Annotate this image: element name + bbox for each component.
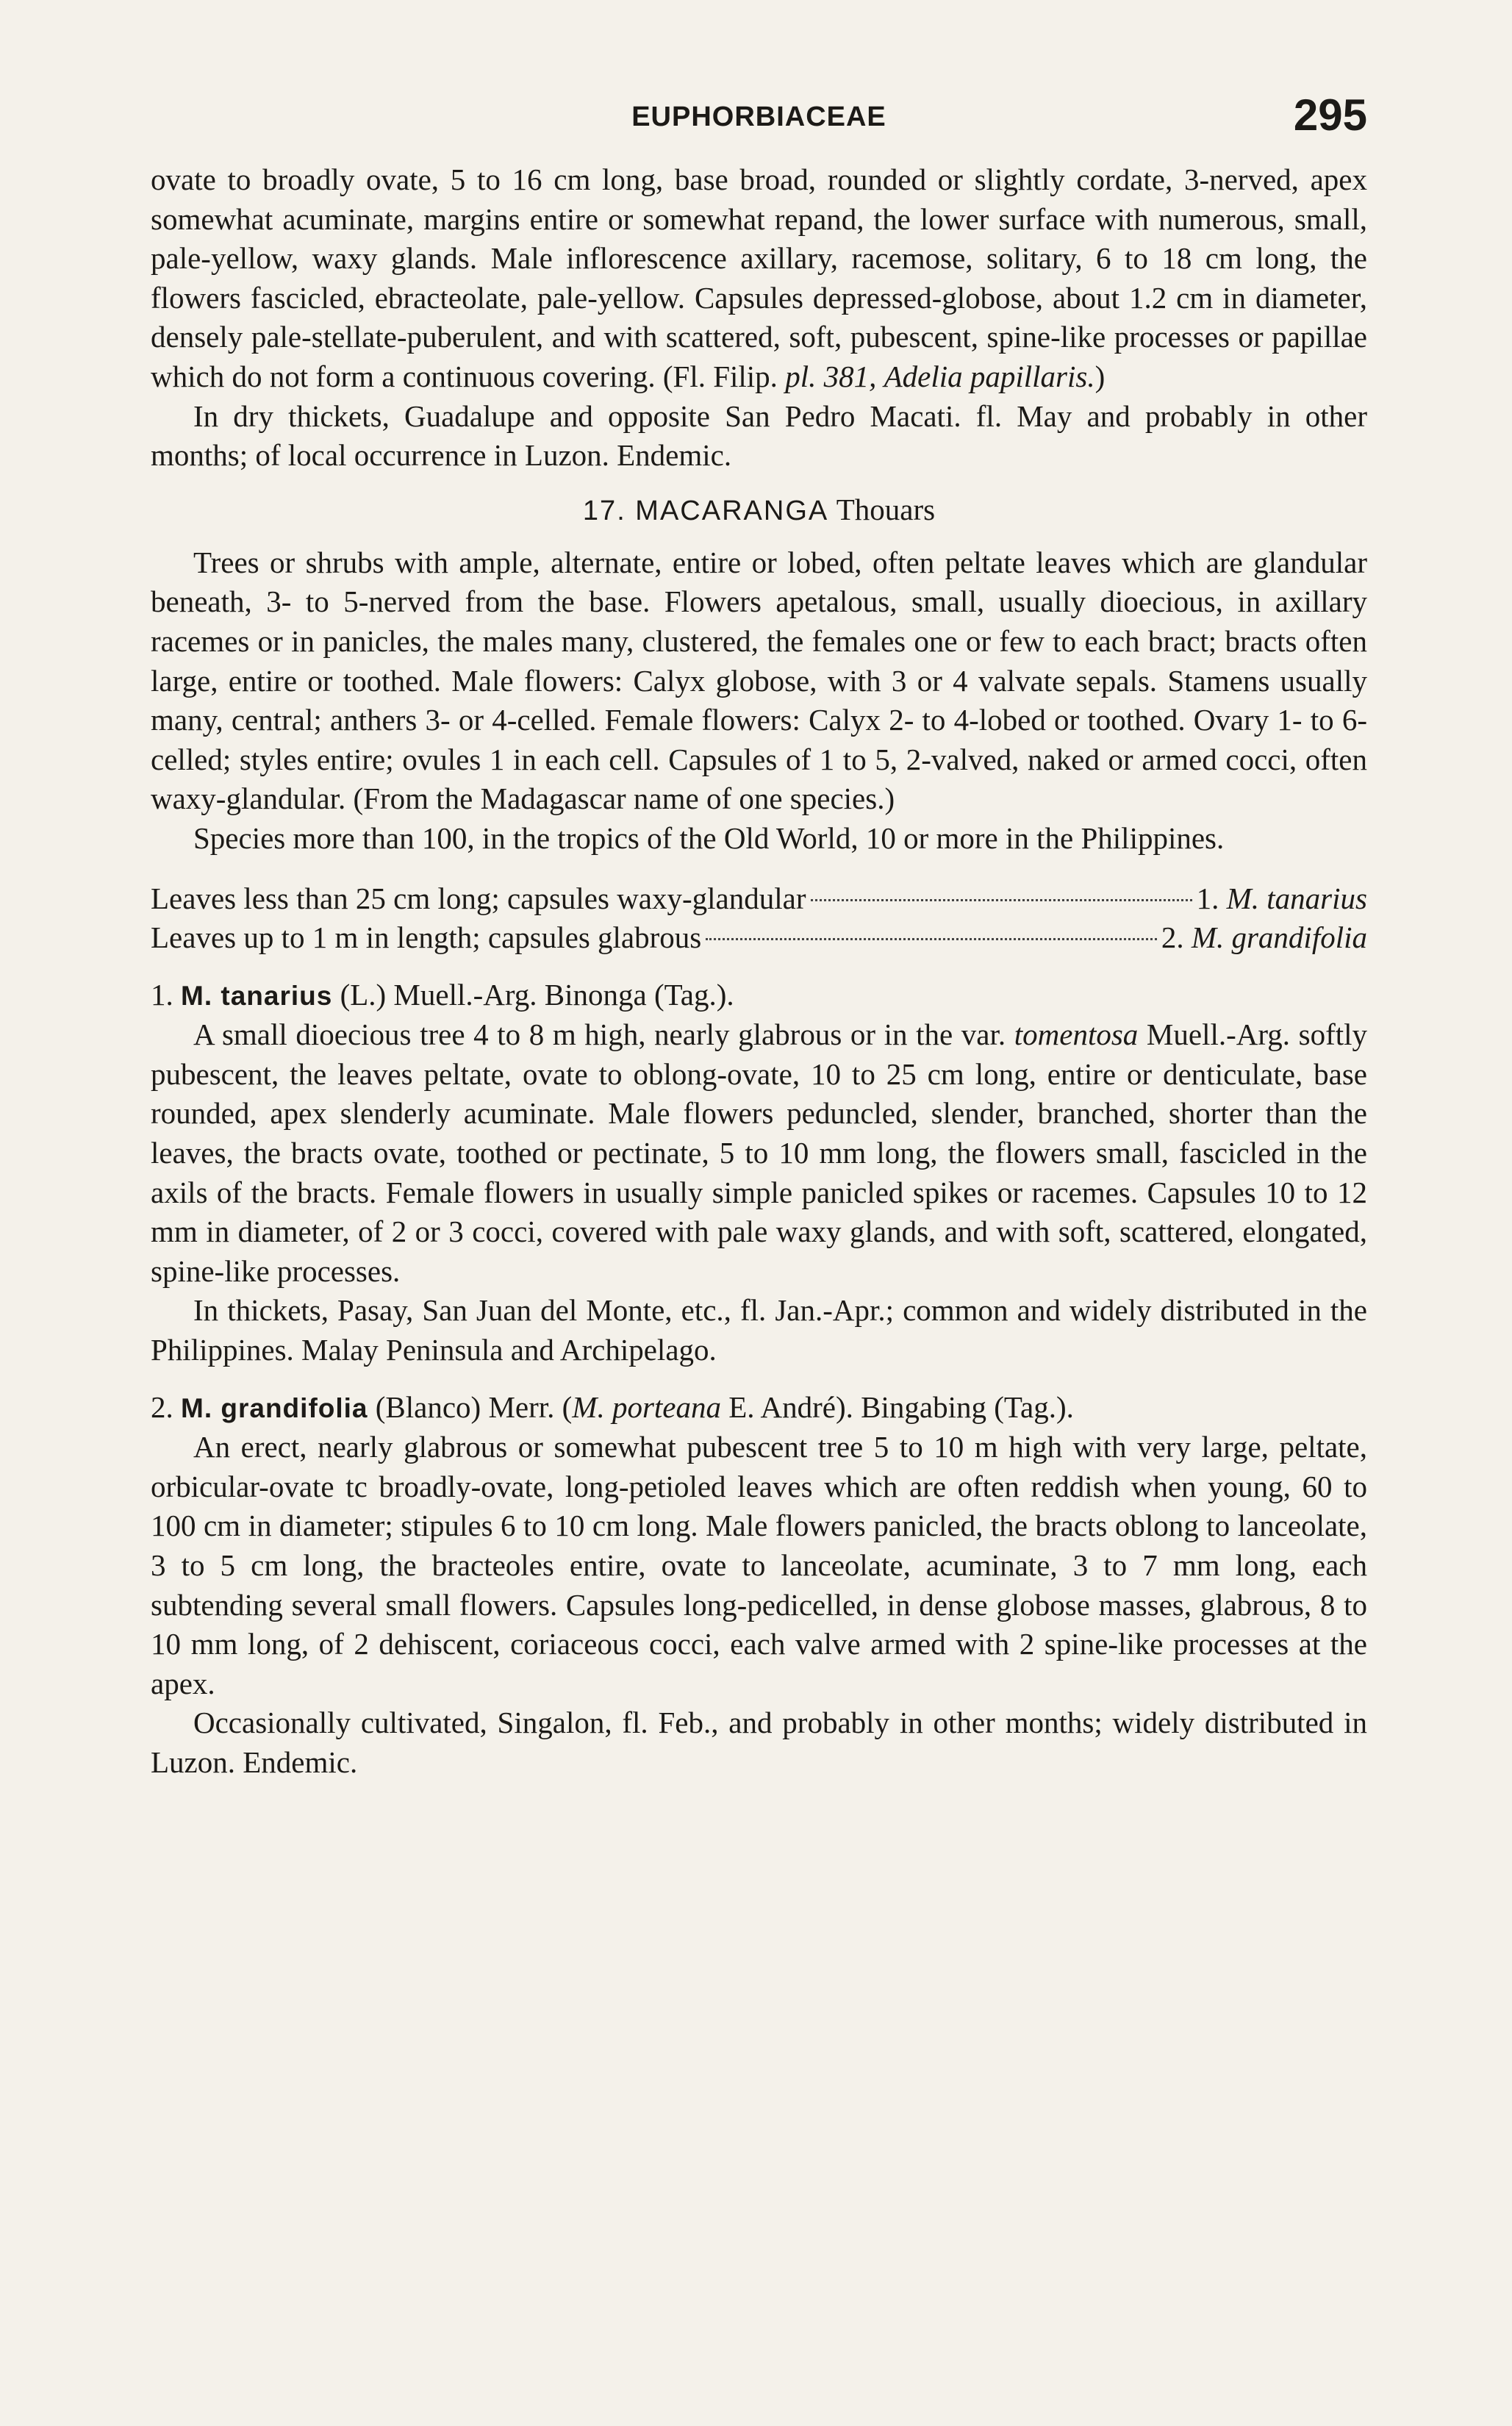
paragraph-species-count: Species more than 100, in the tropics of the Old World, 10 or more in the Philippines. [193,820,1225,855]
paragraph-species-1-description: A small dioecious tree 4 to 8 m high, nearly glabrous or in the var. tomentosa Muell.-Arg. softly pubescent, the leaves peltate, ovate to oblong-ovate, 10 to 25 cm long, entire or denticulate, base rounded, apex slenderly acuminate. Male flowers peduncled, slender, branched, shorter than the leaves, the bracts ovate, toothed or pectinate, 5 to 10 mm long, the flowers small, fascicled in the axils of the bracts. Female flowers in usually simple panicled spikes or racemes. Capsules 10 to 12 mm in diameter, of 2 or 3 cocci, covered with pale waxy glands, and with soft, scattered, elongated, spine-like processes. [151,1017,1368,1288]
book-page [151,87,1367,1783]
paragraph-genus-description: Trees or shrubs with ample, alternate, entire or lobed, often peltate leaves which are glandular beneath, 3- to 5-nerved from the base. Flowers apetalous, small, usually dioecious, in axillary racemes or in panicles, the males many, clustered, the females one or few to each bract; bracts often large, entire or toothed. Male flowers: Calyx globose, with 3 or 4 valvate sepals. Stamens usually many, central; anthers 3- or 4-celled. Female flowers: Calyx 2- to 4-lobed or toothed. Ovary 1- to 6-celled; styles entire; ovules 1 in each cell. Capsules of 1 to 5, 2-valved, naked or armed cocci, often waxy-glandular. (From the Madagascar name of one species.) [151,545,1367,816]
paragraph-species-2-description: An erect, nearly glabrous or somewhat pubescent tree 5 to 10 m high with very large, peltate, orbicular-ovate tc broadly-ovate, long-petioled leaves which are often reddish when young, 60 to 100 cm in diameter; stipules 6 to 10 cm long. Male flowers panicled, the bracts oblong to lanceolate, 3 to 5 cm long, the bracteoles entire, ovate to lanceolate, acuminate, 3 to 7 mm long, each subtending several small flowers. Capsules long-pedicelled, in dense globose masses, glabrous, 8 to 10 mm long, of 2 dehiscent, coriaceous cocci, each valve armed with 2 spine-like processes at the apex. [151,1430,1367,1700]
paragraph-distribution: In dry thickets, Guadalupe and opposite San Pedro Macati. fl. May and probably in other months; of local occurrence in Luzon. Endemic. [151,398,1367,473]
key-line: Leaves less than 25 cm long; capsules waxy-glandular 1. M. tanarius [151,881,1367,915]
species-heading-1: 1. M. tanarius (L.) Muell.-Arg. Binonga (Tag.). [151,977,734,1012]
paragraph-species-1-distribution: In thickets, Pasay, San Juan del Monte, etc., fl. Jan.-Apr.; common and widely distributed in the Philippines. Malay Peninsula and Archipelago. [151,1293,1367,1367]
page-header [151,87,1367,160]
identification-key [151,879,1367,958]
paragraph-species-2-distribution: Occasionally cultivated, Singalon, fl. Feb., and probably in other months; widely distributed in Luzon. Endemic. [151,1706,1367,1779]
key-line: Leaves up to 1 m in length; capsules glabrous 2. M. grandifolia [151,920,1367,955]
genus-heading: 17. MACARANGA Thouars [582,492,936,526]
plate-reference: pl. 381, [785,359,877,393]
paragraph-continued-description: ovate to broadly ovate, 5 to 16 cm long, base broad, rounded or slightly cordate, 3-nerved, apex somewhat acuminate, margins entire or somewhat repand, the lower surface with numerous, small, pale-yellow, waxy glands. Male inflorescence axillary, racemose, solitary, 6 to 18 cm long, the flowers fascicled, ebracteolate, pale-yellow. Capsules depressed-globose, about 1.2 cm in diameter, densely pale-stellate-puberulent, and with scattered, soft, pubescent, spine-like processes or papillae which do not form a continuous covering. (Fl. Filip. pl. 381, Adelia papillaris.) [151,162,1367,393]
page-number: 295 [1293,90,1367,140]
species-heading-2: 2. M. grandifolia (Blanco) Merr. (M. porteana E. André). Bingabing (Tag.). [151,1389,1074,1424]
synonym: Adelia papillaris. [884,359,1095,393]
running-head: EUPHORBIACEAE [631,101,886,132]
